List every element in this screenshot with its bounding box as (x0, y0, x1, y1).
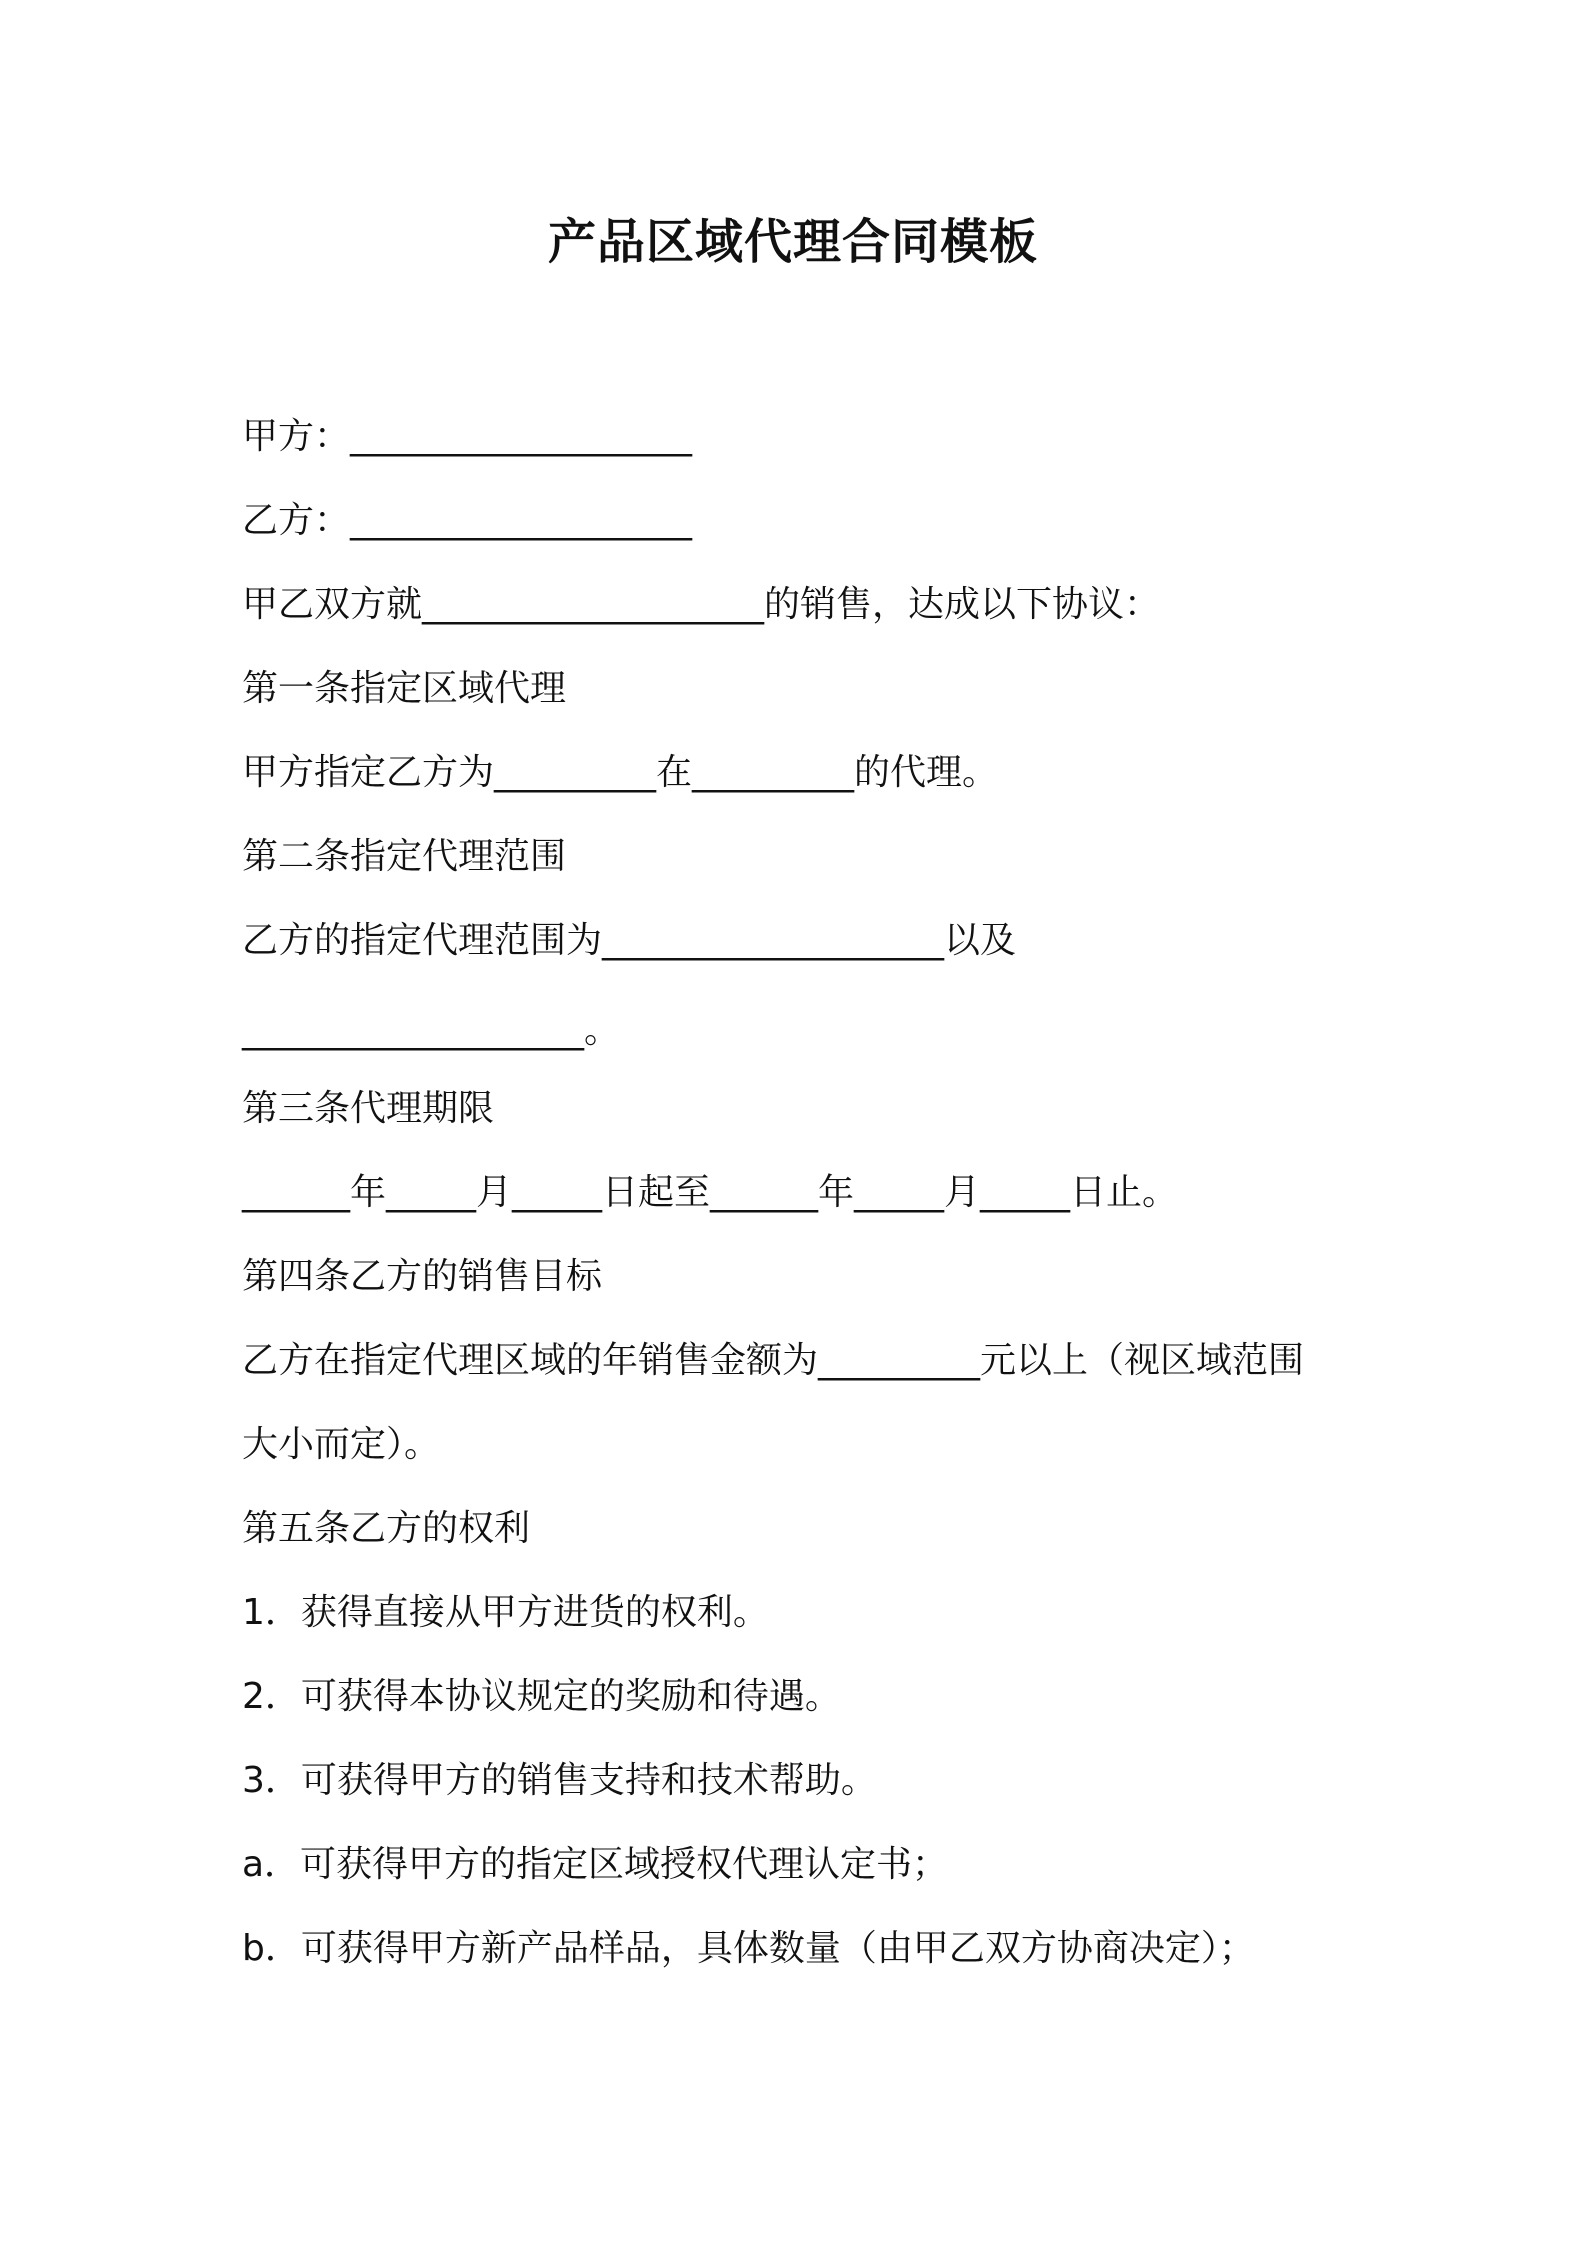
list-item-1: 1．获得直接从甲方进货的权利。 (242, 1592, 769, 1633)
article-3-heading: 第三条代理期限 (242, 1088, 495, 1129)
article-4-heading: 第四条乙方的销售目标 (242, 1256, 603, 1297)
article-2-text: 乙方的指定代理范围为___________________以及 (242, 920, 1017, 961)
list-item-2: 2．可获得本协议规定的奖励和待遇。 (242, 1676, 841, 1717)
article-4-text: 乙方在指定代理区域的年销售金额为_________元以上（视区域范围 (242, 1340, 1305, 1381)
agreement-intro-line: 甲乙双方就___________________的销售，达成以下协议： (242, 584, 1161, 625)
list-item-a: a．可获得甲方的指定区域授权代理认定书； (242, 1844, 949, 1885)
article-4-text-cont: 大小而定）。 (242, 1424, 441, 1465)
list-item-b: b．可获得甲方新产品样品，具体数量（由甲乙双方协商决定）； (242, 1928, 1255, 1969)
article-1-heading: 第一条指定区域代理 (242, 668, 567, 709)
party-b-line: 乙方：___________________ (242, 500, 693, 541)
article-5-heading: 第五条乙方的权利 (242, 1508, 531, 1549)
document-title: 产品区域代理合同模板 (547, 214, 1038, 270)
article-2-heading: 第二条指定代理范围 (242, 836, 567, 877)
article-3-text: ______年_____月_____日起至______年_____月_____日止。 (242, 1172, 1179, 1213)
article-1-text: 甲方指定乙方为_________在_________的代理。 (242, 752, 999, 793)
party-a-line: 甲方：___________________ (242, 416, 693, 457)
article-2-text-cont: ___________________。 (242, 1010, 620, 1051)
list-item-3: 3．可获得甲方的销售支持和技术帮助。 (242, 1760, 877, 1801)
